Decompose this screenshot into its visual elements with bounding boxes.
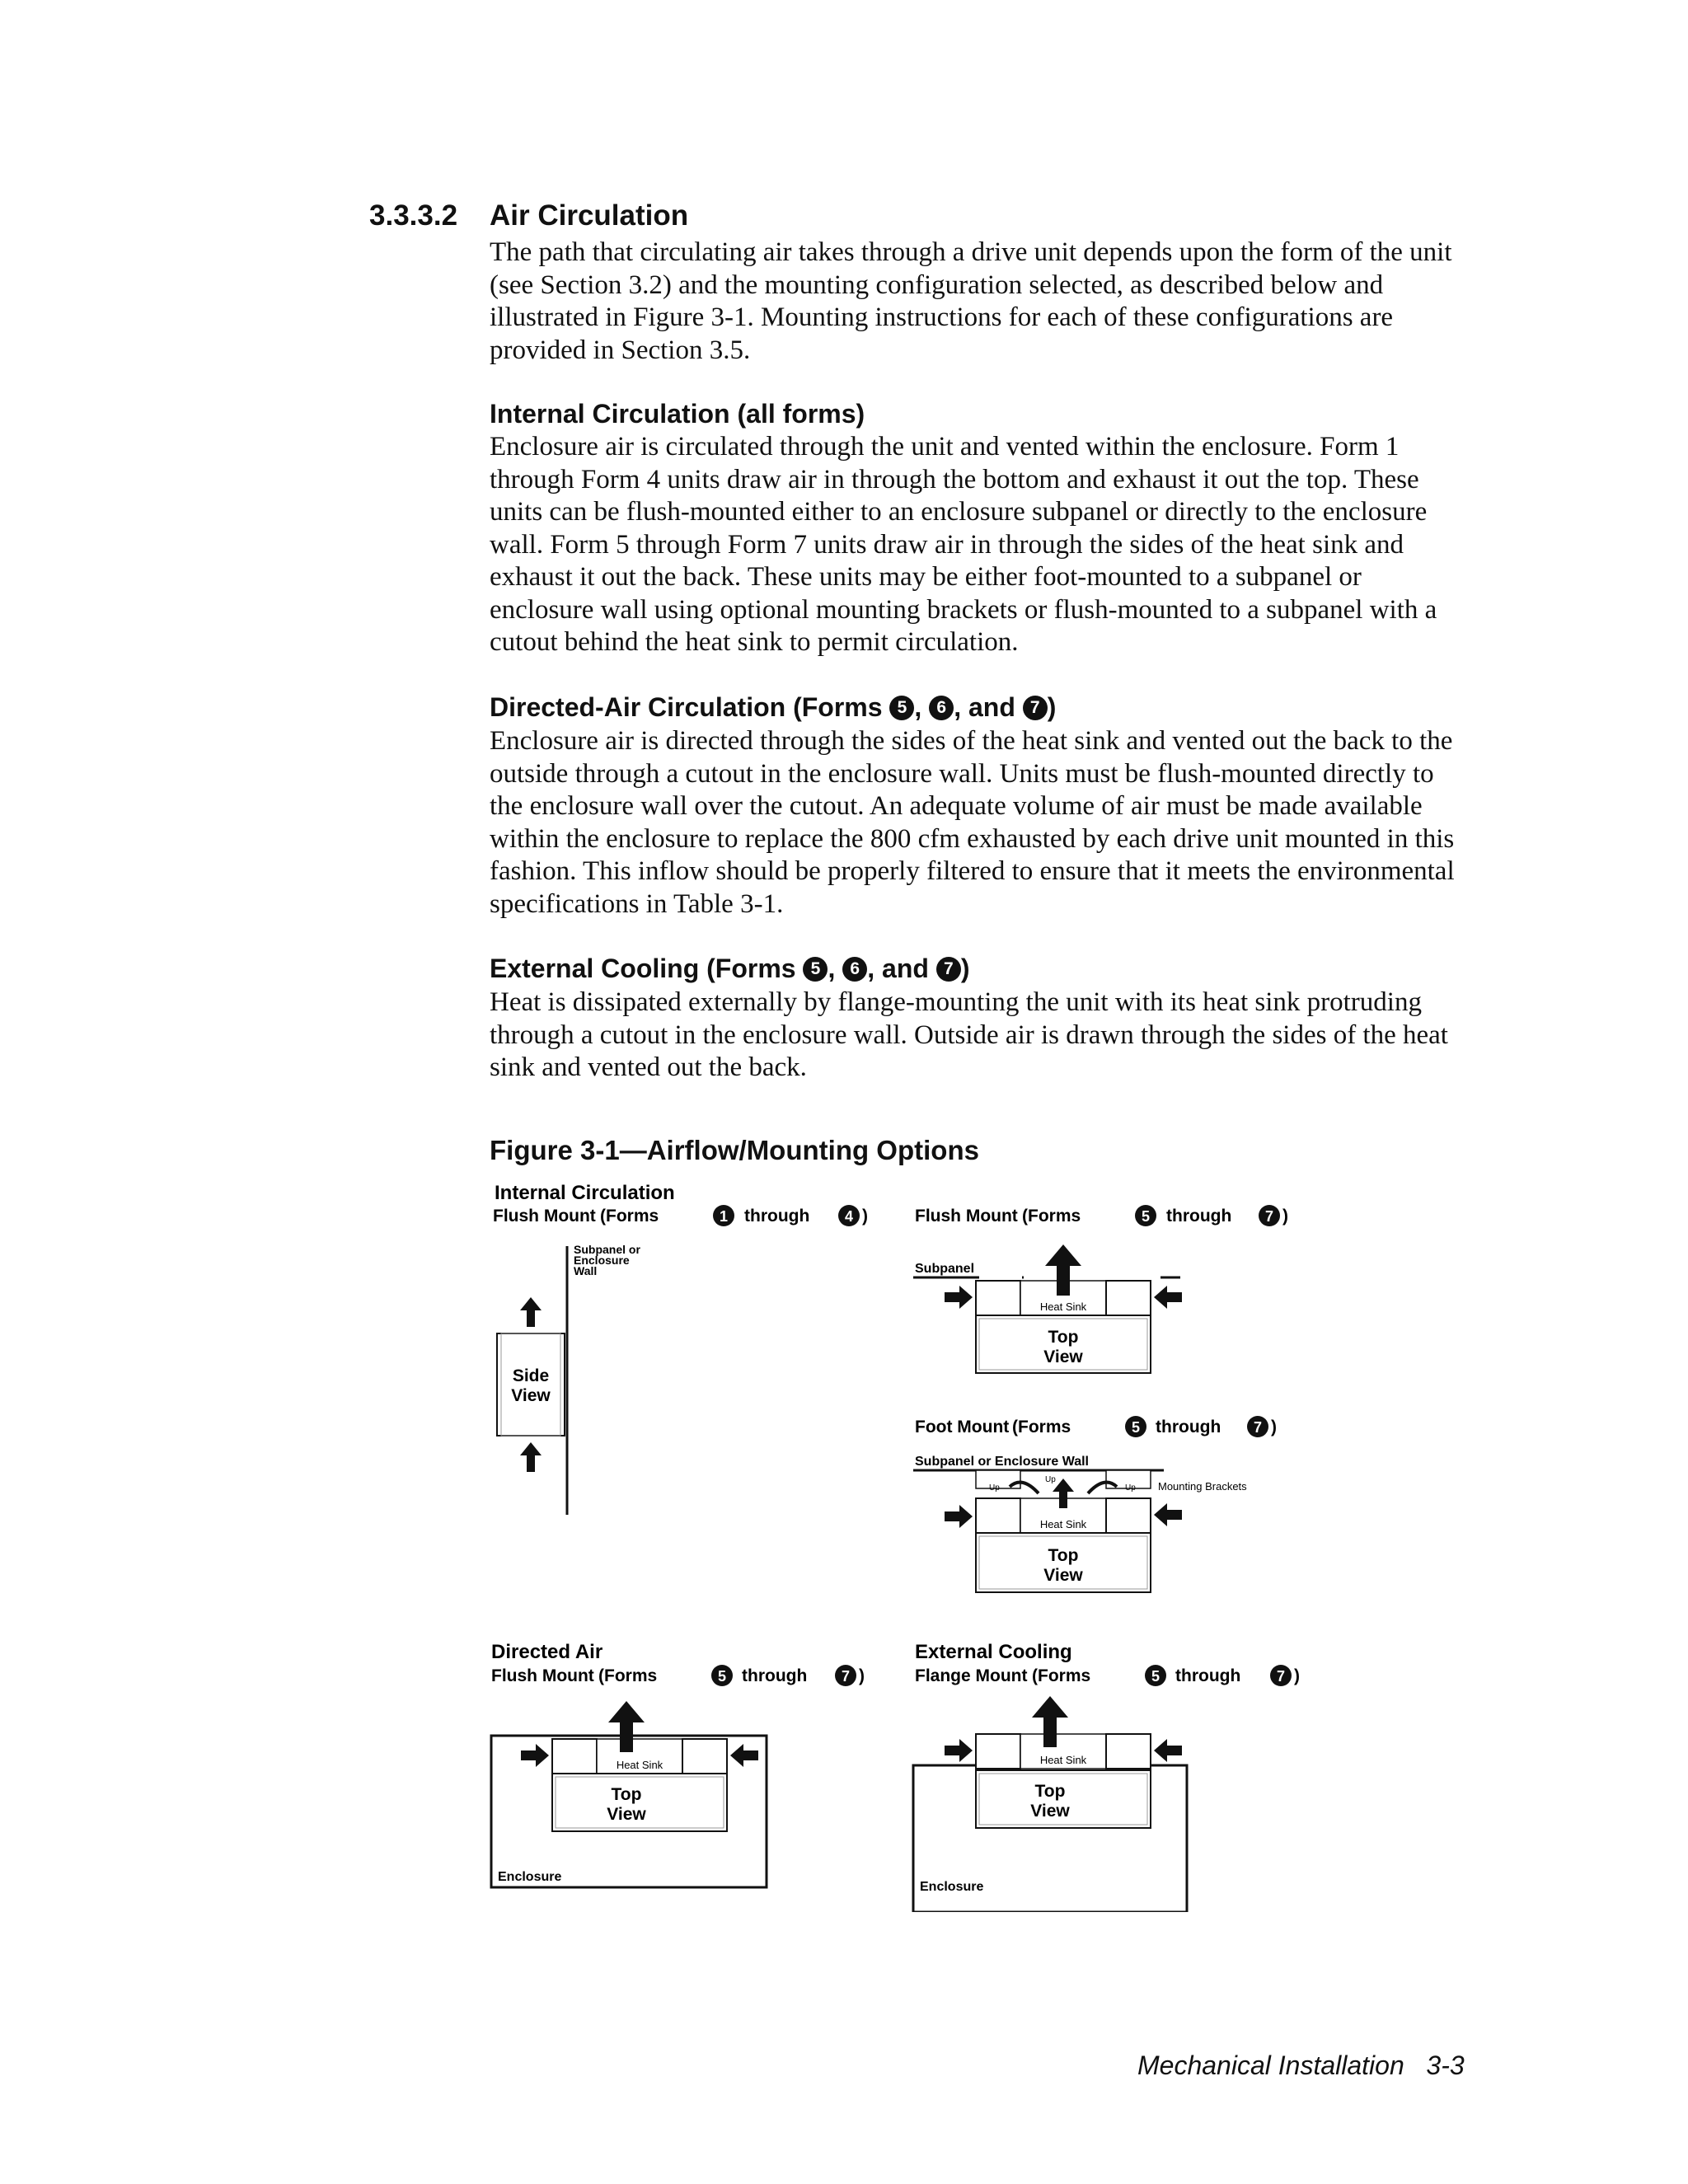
forms-prefix: (Forms (598, 1666, 658, 1685)
heat-sink-fin-right (1106, 1281, 1151, 1315)
panel-3-header (915, 1416, 1277, 1437)
form-7-badge: 7 (936, 957, 961, 982)
airflow-in-left-arrow (521, 1744, 549, 1767)
up-label-right: Up (1125, 1483, 1136, 1493)
footer-chapter: Mechanical Installation (1137, 2050, 1404, 2080)
internal-paragraph: Enclosure air is circulated through the unit and vented within the enclosure. Form 1 through Form 4 units draw air in through the bottom and exhaust it out the top. These units can be flush-mounted either to an enclosure subpanel or directly to the enclosure wall. Form 5 through Form 7 units draw air in through the sides of the heat sink and exhaust it out the back. These units may be either foot-mounted to a subpanel or enclosure wall using optional mounting brackets or flush-mounted to a subpanel with a cutout behind the heat sink to permit circulation. (490, 432, 1437, 657)
wall-label-line-2: Enclosure (574, 1254, 630, 1267)
directed-close: ) (1047, 692, 1057, 722)
wall-label-line-3: Wall (574, 1264, 598, 1277)
through-text: through (744, 1207, 810, 1226)
panel-4-label: Flush Mount (491, 1666, 594, 1685)
panel-2-header (915, 1205, 1288, 1226)
subpanel-wall-label: Subpanel or Enclosure Wall (915, 1455, 1089, 1469)
form-badge-number: 7 (1264, 1208, 1274, 1225)
panel-4-diagram (491, 1701, 767, 1887)
page-footer (1137, 2050, 1465, 2081)
form-badge-number: 7 (1276, 1668, 1286, 1685)
airflow-in-right-arrow (730, 1744, 758, 1767)
view-label-2: View (1030, 1802, 1070, 1821)
panel-5-label: Flange Mount (915, 1666, 1028, 1685)
heat-sink-fin-left (552, 1739, 597, 1774)
footer-page-number: 3-3 (1426, 2050, 1465, 2080)
mounting-brackets-label: Mounting Brackets (1158, 1480, 1247, 1493)
form-badge-number: 5 (717, 1668, 727, 1685)
panel-3-label: Foot Mount (915, 1418, 1010, 1436)
form-6-badge: 6 (842, 957, 867, 982)
subpanel-label: Subpanel (915, 1262, 975, 1276)
panel-4-title: Directed Air (491, 1641, 603, 1663)
directed-sep-2: , and (954, 692, 1023, 722)
heat-sink-label: Heat Sink (1039, 1754, 1087, 1766)
view-label-2: View (1043, 1347, 1083, 1366)
heat-sink-fin-right (1106, 1734, 1151, 1769)
airflow-in-right-arrow (1154, 1286, 1182, 1309)
view-label-2: View (511, 1386, 551, 1405)
form-badge-number: 5 (1131, 1419, 1141, 1436)
external-close: ) (960, 954, 970, 983)
up-label-left: Up (989, 1483, 1000, 1493)
view-label-1: Side (512, 1366, 550, 1385)
heat-sink-label: Heat Sink (1039, 1518, 1087, 1530)
panel-2-label: Flush Mount (915, 1207, 1018, 1226)
airflow-out-arrow (520, 1297, 542, 1327)
heat-sink-fin-left (976, 1281, 1020, 1315)
form-5-badge: 5 (889, 696, 914, 720)
airflow-mounting-figure (462, 1170, 1335, 1912)
view-label-1: Top (1048, 1328, 1079, 1347)
enclosure-label: Enclosure (498, 1870, 562, 1884)
directed-heading (490, 692, 1056, 723)
form-badge-number: 4 (844, 1208, 854, 1225)
through-text: through (1166, 1207, 1232, 1226)
directed-paragraph: Enclosure air is directed through the sides of the heat sink and vented out the back to the outside through a cutout in the enclosure wall. Units must be flush-mounted directly to the enclosure wall over the cutout. An adequate volume of air must be made available within the enclosure to replace the 800 cfm exhausted by each drive unit mounted in this fashion. This inflow should be properly filtered to ensure that it meets the environmental specifications in Table 3-1. (490, 726, 1455, 919)
form-5-badge: 5 (803, 957, 828, 982)
airflow-in-left-arrow (945, 1286, 973, 1309)
through-text: through (1175, 1666, 1241, 1685)
form-badge-number: 7 (841, 1668, 851, 1685)
section-number: 3.3.3.2 (369, 199, 458, 232)
through-text: through (1156, 1418, 1221, 1436)
heat-sink-fin-right (682, 1739, 727, 1774)
external-heading (490, 954, 969, 984)
directed-heading-text: Directed-Air Circulation (Forms (490, 692, 890, 722)
airflow-in-arrow (520, 1442, 542, 1472)
section-heading (369, 199, 688, 232)
forms-prefix: (Forms (1022, 1207, 1081, 1226)
panel-5-diagram (913, 1696, 1187, 1912)
forms-prefix: (Forms (600, 1207, 659, 1226)
form-badge-number: 7 (1253, 1419, 1263, 1436)
wall-label-line-1: Subpanel or (574, 1243, 640, 1256)
form-badge-number: 1 (719, 1208, 729, 1225)
view-label-1: Top (611, 1785, 642, 1804)
intro-paragraph: The path that circulating air takes through a drive unit depends upon the form of the unit (see Section 3.2) and the mounting configuration selected, as described below and illustrated in Figure 3-1. Mounting instructions for each of these configurations are provided in Section 3.5. (490, 237, 1452, 365)
enclosure-label: Enclosure (920, 1880, 984, 1894)
internal-circulation-title: Internal Circulation (495, 1182, 675, 1204)
close-paren: ) (1282, 1207, 1288, 1226)
up-label-mid: Up (1045, 1475, 1056, 1484)
form-badge-number: 5 (1151, 1668, 1160, 1685)
form-6-badge: 6 (929, 696, 954, 720)
view-label-2: View (607, 1805, 646, 1824)
internal-heading: Internal Circulation (all forms) (490, 399, 865, 429)
figure-title: Figure 3-1—Airflow/Mounting Options (490, 1135, 979, 1165)
view-label-2: View (1043, 1566, 1083, 1585)
close-paren: ) (862, 1207, 868, 1226)
heat-sink-fin-left (976, 1734, 1020, 1769)
forms-prefix: (Forms (1032, 1666, 1091, 1685)
airflow-in-left-arrow (945, 1739, 973, 1762)
form-badge-number: 5 (1141, 1208, 1151, 1225)
heat-sink-label: Heat Sink (1039, 1301, 1087, 1313)
view-label-1: Top (1034, 1782, 1066, 1801)
panel-1-header (493, 1205, 868, 1226)
airflow-in-left-arrow (945, 1505, 973, 1528)
heat-sink-fin-left (976, 1498, 1020, 1533)
directed-sep-1: , (914, 692, 930, 722)
forms-prefix: (Forms (1012, 1418, 1071, 1436)
section-title: Air Circulation (490, 199, 689, 232)
panel-5-header (915, 1641, 1300, 1686)
through-text: through (742, 1666, 808, 1685)
panel-1-label: Flush Mount (493, 1207, 596, 1226)
external-heading-text: External Cooling (Forms (490, 954, 804, 983)
close-paren: ) (859, 1666, 865, 1685)
external-paragraph: Heat is dissipated externally by flange-mounting the unit with its heat sink protruding through a cutout in the enclosure wall. Outside air is drawn through the sides of the heat sink and vented out the back. (490, 987, 1448, 1082)
form-7-badge: 7 (1023, 696, 1048, 720)
panel-4-header (491, 1641, 865, 1686)
external-sep-1: , (828, 954, 843, 983)
heat-sink-fin-right (1106, 1498, 1151, 1533)
heat-sink-label: Heat Sink (616, 1759, 663, 1771)
panel-2-diagram (913, 1244, 1182, 1373)
panel-5-title: External Cooling (915, 1641, 1072, 1663)
panel-3-diagram (913, 1455, 1247, 1592)
panel-1-side-view-diagram (497, 1243, 640, 1515)
airflow-in-right-arrow (1154, 1503, 1182, 1526)
close-paren: ) (1294, 1666, 1300, 1685)
close-paren: ) (1271, 1418, 1277, 1436)
airflow-in-right-arrow (1154, 1739, 1182, 1762)
view-label-1: Top (1048, 1546, 1079, 1565)
external-sep-2: , and (867, 954, 936, 983)
